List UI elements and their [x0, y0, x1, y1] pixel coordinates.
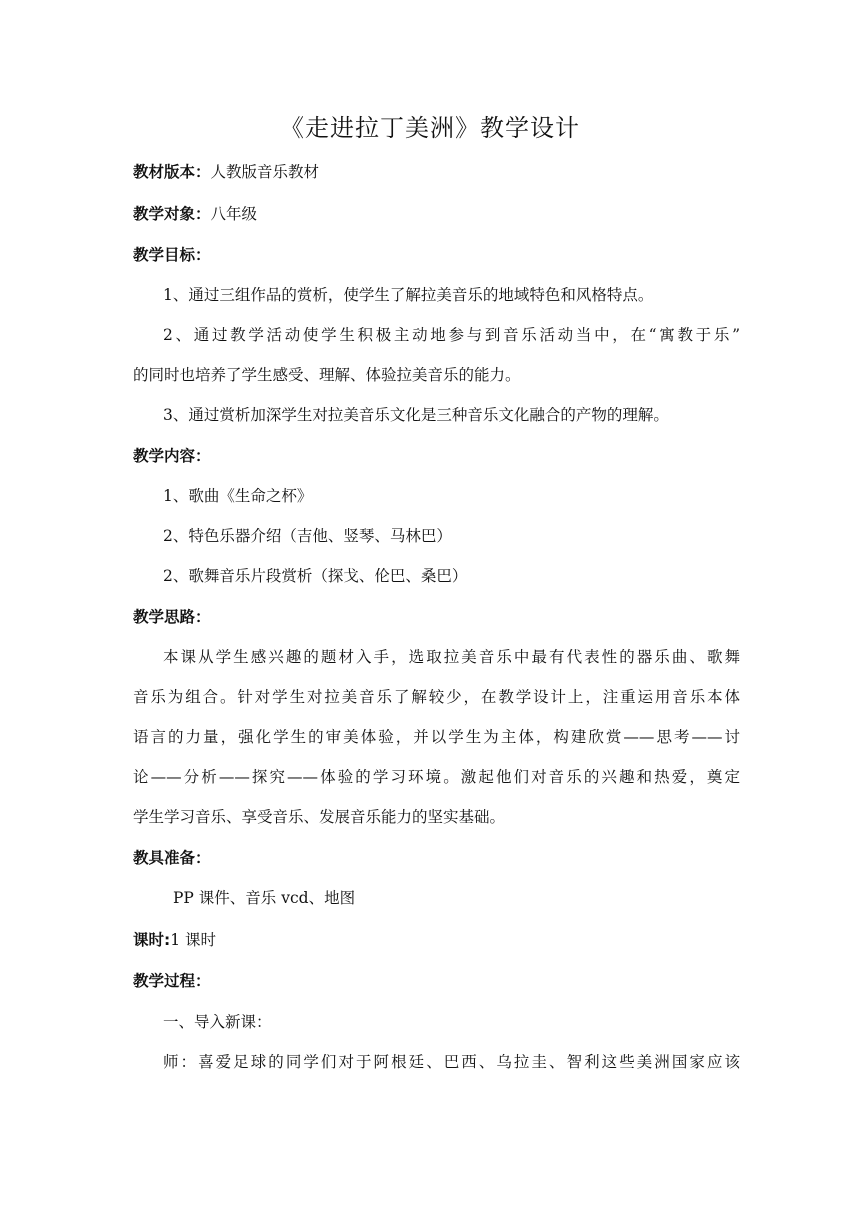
objective-item-2-line-2: 的同时也培养了学生感受、理解、体验拉美音乐的能力。: [133, 366, 521, 384]
process-step-1: 一、导入新课：: [163, 1013, 272, 1031]
audience-value: 八年级: [210, 205, 258, 223]
approach-line-1: 本课从学生感兴趣的题材入手，选取拉美音乐中最有代表性的器乐曲、歌舞: [163, 648, 740, 666]
content-item-1: 1、歌曲《生命之杯》: [163, 487, 313, 505]
audience-label: 教学对象：: [133, 205, 211, 223]
duration-line: [133, 930, 740, 950]
content-item-2: 2、特色乐器介绍（吉他、竖琴、马林巴）: [163, 527, 452, 545]
objective-item-3: 3、通过赏析加深学生对拉美音乐文化是三种音乐文化融合的产物的理解。: [163, 406, 669, 424]
approach-heading: 教学思路：: [133, 608, 211, 626]
textbook-line: [133, 162, 740, 182]
objective-item-1: 1、通过三组作品的赏析，使学生了解拉美音乐的地域特色和风格特点。: [163, 286, 654, 304]
approach-line-3: 语言的力量，强化学生的审美体验，并以学生为主体，构建欣赏——思考——讨: [133, 728, 740, 746]
materials-heading: 教具准备：: [133, 849, 211, 867]
textbook-label: 教材版本：: [133, 163, 211, 181]
objectives-heading: 教学目标：: [133, 246, 211, 264]
objective-item-2-line-1: 2、通过教学活动使学生积极主动地参与到音乐活动当中，在“寓教于乐”: [163, 326, 740, 344]
duration-label: 课时:: [133, 931, 171, 949]
approach-line-4: 论——分析——探究——体验的学习环境。激起他们对音乐的兴趣和热爱，奠定: [133, 768, 740, 786]
document-title: 《走进拉丁美洲》教学设计: [280, 114, 580, 142]
content-heading: 教学内容：: [133, 447, 211, 465]
process-heading: 教学过程：: [133, 972, 211, 990]
approach-line-5: 学生学习音乐、享受音乐、发展音乐能力的坚实基础。: [133, 808, 506, 826]
approach-line-2: 音乐为组合。针对学生对拉美音乐了解较少，在教学设计上，注重运用音乐本体: [133, 688, 740, 706]
duration-value: 1 课时: [170, 931, 216, 949]
audience-line: [133, 204, 740, 224]
materials-value: PP 课件、音乐 vcd、地图: [173, 889, 356, 907]
process-teacher-line: 师：喜爱足球的同学们对于阿根廷、巴西、乌拉圭、智利这些美洲国家应该: [163, 1053, 740, 1071]
content-item-3: 2、歌舞音乐片段赏析（探戈、伦巴、桑巴）: [163, 567, 468, 585]
textbook-value: 人教版音乐教材: [210, 163, 320, 181]
